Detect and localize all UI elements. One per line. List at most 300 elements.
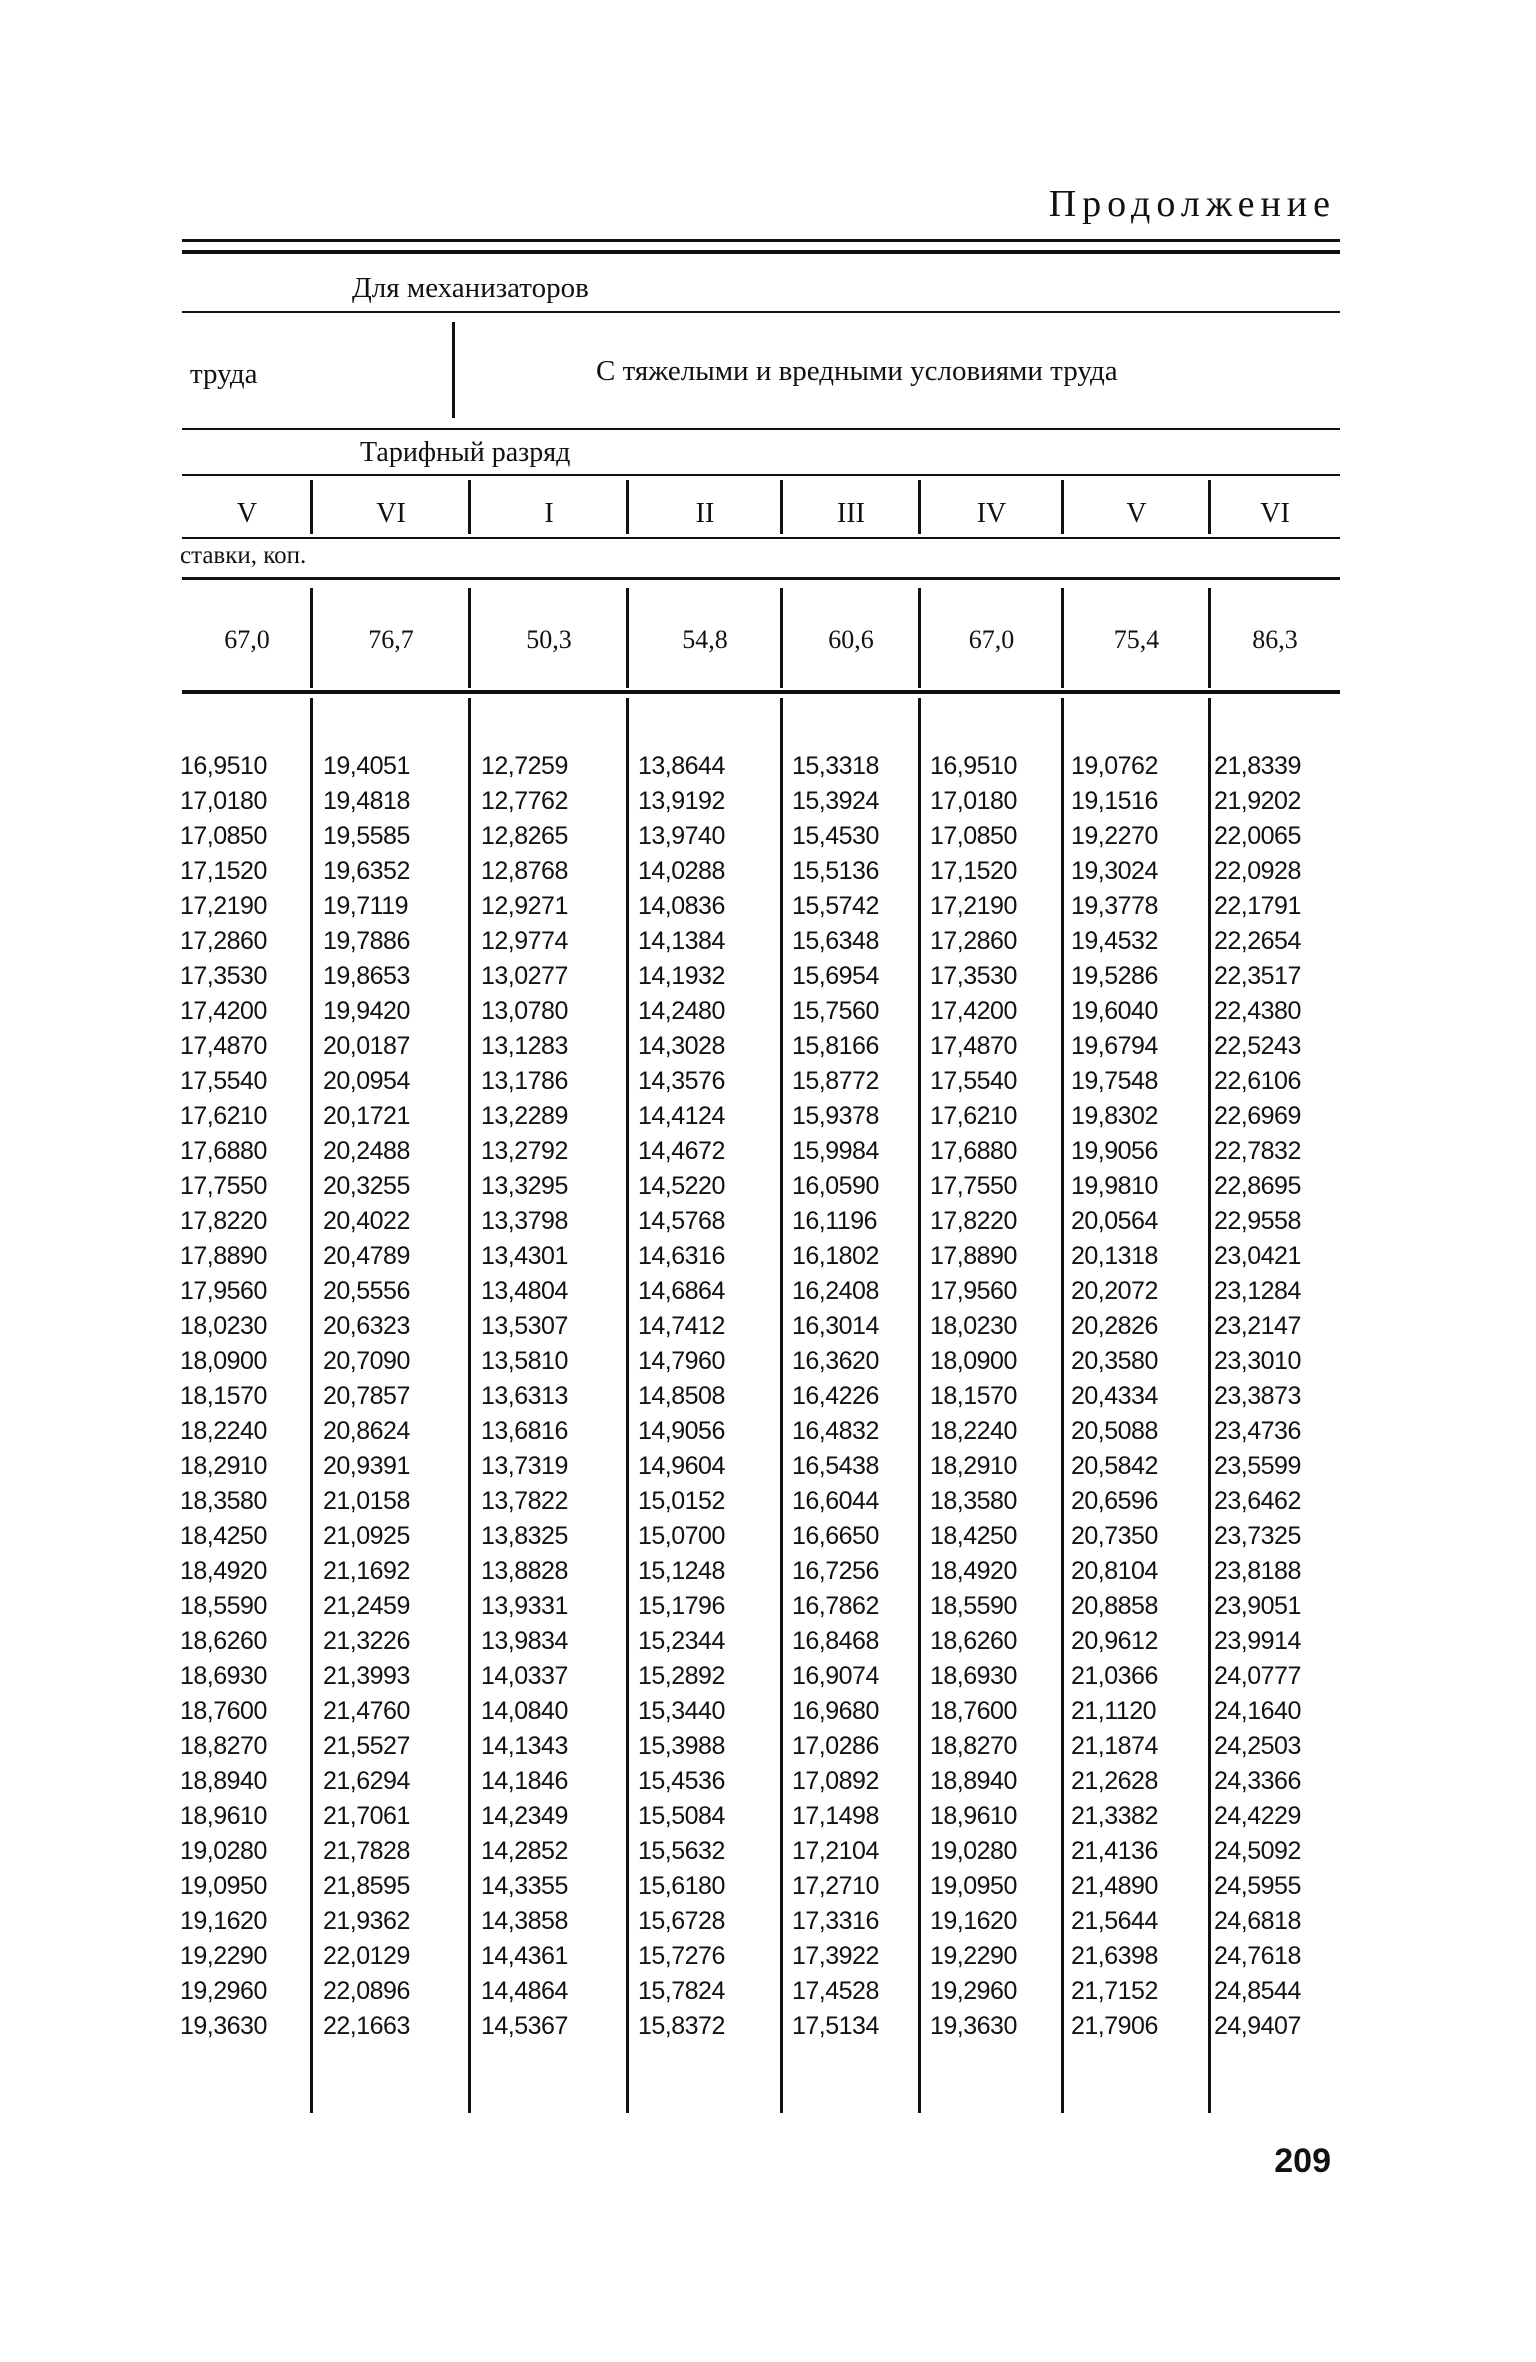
column-header-1: V (236, 498, 258, 529)
table-cell: 19,3778 (1071, 892, 1158, 920)
table-cell: 17,2860 (930, 927, 1017, 955)
table-cell: 15,9378 (792, 1102, 879, 1130)
table-cell: 20,5088 (1071, 1417, 1158, 1445)
table-cell: 22,2654 (1214, 927, 1301, 955)
table-cell: 17,1498 (792, 1802, 879, 1830)
table-cell: 18,6930 (930, 1662, 1017, 1690)
table-cell: 21,1874 (1071, 1732, 1158, 1760)
table-cell: 12,7762 (481, 787, 568, 815)
table-cell: 14,3355 (481, 1872, 568, 1900)
table-cell: 18,2240 (180, 1417, 267, 1445)
table-cell: 15,4530 (792, 822, 879, 850)
continuation-heading: Продолжение (1048, 183, 1336, 225)
table-cell: 19,0950 (930, 1872, 1017, 1900)
column-head-divider (1208, 480, 1211, 534)
table-cell: 23,9914 (1214, 1627, 1301, 1655)
table-cell: 21,6294 (323, 1767, 410, 1795)
table-cell: 15,6180 (638, 1872, 725, 1900)
table-cell: 20,2826 (1071, 1312, 1158, 1340)
table-cell: 23,7325 (1214, 1522, 1301, 1550)
table-cell: 19,7119 (323, 892, 409, 920)
table-cell: 23,5599 (1214, 1452, 1301, 1480)
table-cell: 21,0925 (323, 1522, 410, 1550)
table-cell: 19,6040 (1071, 997, 1158, 1025)
table-cell: 15,5136 (792, 857, 879, 885)
table-cell: 18,5590 (930, 1592, 1017, 1620)
table-cell: 22,9558 (1214, 1207, 1301, 1235)
table-cell: 20,3255 (323, 1172, 410, 1200)
column-head-divider (468, 480, 471, 534)
table-cell: 18,3580 (930, 1487, 1017, 1515)
table-cell: 20,8624 (323, 1417, 410, 1445)
table-cell: 16,2408 (792, 1277, 879, 1305)
table-cell: 18,7600 (180, 1697, 267, 1725)
table-cell: 18,8270 (180, 1732, 267, 1760)
rate-divider (626, 588, 629, 688)
column-header-5: III (837, 498, 865, 529)
rate-divider (918, 588, 921, 688)
table-cell: 16,6044 (792, 1487, 879, 1515)
table-cell: 19,5286 (1071, 962, 1158, 990)
table-cell: 14,1384 (638, 927, 725, 955)
table-cell: 19,7886 (323, 927, 410, 955)
table-cell: 18,0230 (930, 1312, 1017, 1340)
table-cell: 17,6880 (180, 1137, 267, 1165)
table-cell: 14,4864 (481, 1977, 568, 2005)
table-cell: 17,2710 (792, 1872, 879, 1900)
table-cell: 17,4870 (930, 1032, 1017, 1060)
table-cell: 20,1721 (323, 1102, 410, 1130)
table-cell: 24,5955 (1214, 1872, 1301, 1900)
table-cell: 14,2480 (638, 997, 725, 1025)
table-cell: 24,4229 (1214, 1802, 1301, 1830)
table-cell: 17,3530 (930, 962, 1017, 990)
table-cell: 22,6969 (1214, 1102, 1301, 1130)
body-divider (310, 698, 313, 2113)
body-divider (468, 698, 471, 2113)
body-divider (1208, 698, 1211, 2113)
rate-divider (1208, 588, 1211, 688)
table-cell: 17,7550 (180, 1172, 267, 1200)
table-cell: 18,6260 (930, 1627, 1017, 1655)
page-number: 209 (1274, 2142, 1331, 2180)
table-cell: 21,5527 (323, 1732, 410, 1760)
table-cell: 15,1248 (638, 1557, 725, 1585)
body-divider (1061, 698, 1064, 2113)
column-header-3: I (544, 498, 554, 529)
table-cell: 14,8508 (638, 1382, 725, 1410)
rate-divider (1061, 588, 1064, 688)
table-cell: 18,3580 (180, 1487, 267, 1515)
table-cell: 13,8828 (481, 1557, 568, 1585)
table-cell: 18,0230 (180, 1312, 267, 1340)
table-cell: 20,2488 (323, 1137, 410, 1165)
table-cell: 23,6462 (1214, 1487, 1301, 1515)
table-cell: 12,8265 (481, 822, 568, 850)
table-cell: 21,7061 (323, 1802, 410, 1830)
table-cell: 14,0840 (481, 1697, 568, 1725)
rate-divider (780, 588, 783, 688)
table-cell: 19,6794 (1071, 1032, 1158, 1060)
table-cell: 16,0590 (792, 1172, 879, 1200)
table-cell: 16,4226 (792, 1382, 879, 1410)
table-cell: 19,2290 (180, 1942, 267, 1970)
table-cell: 22,3517 (1214, 962, 1301, 990)
table-cell: 24,2503 (1214, 1732, 1301, 1760)
table-cell: 16,7256 (792, 1557, 879, 1585)
table-cell: 16,9510 (930, 752, 1017, 780)
table-cell: 14,0836 (638, 892, 725, 920)
table-cell: 23,1284 (1214, 1277, 1301, 1305)
table-cell: 16,1802 (792, 1242, 879, 1270)
table-cell: 20,0187 (323, 1032, 410, 1060)
table-cell: 19,0762 (1071, 752, 1158, 780)
table-cell: 15,5742 (792, 892, 879, 920)
table-cell: 16,3620 (792, 1347, 879, 1375)
table-cell: 13,6816 (481, 1417, 568, 1445)
table-cell: 24,7618 (1214, 1942, 1301, 1970)
table-cell: 24,6818 (1214, 1907, 1301, 1935)
rate-cell: 67,0 (968, 625, 1015, 654)
table-cell: 12,9271 (481, 892, 568, 920)
table-cell: 16,5438 (792, 1452, 879, 1480)
table-cell: 14,9056 (638, 1417, 725, 1445)
table-cell: 24,8544 (1214, 1977, 1301, 2005)
table-cell: 17,8890 (930, 1242, 1017, 1270)
table-cell: 18,2910 (930, 1452, 1017, 1480)
rate-cell: 60,6 (828, 625, 874, 654)
table-cell: 17,0180 (180, 787, 267, 815)
table-cell: 21,2459 (323, 1592, 410, 1620)
table-cell: 20,7350 (1071, 1522, 1158, 1550)
table-cell: 17,5134 (792, 2012, 879, 2040)
table-cell: 19,2960 (930, 1977, 1017, 2005)
table-cell: 22,8695 (1214, 1172, 1301, 1200)
table-cell: 12,9774 (481, 927, 568, 955)
table-cell: 21,4760 (323, 1697, 410, 1725)
table-cell: 23,3010 (1214, 1347, 1301, 1375)
table-cell: 14,7412 (638, 1312, 725, 1340)
table-cell: 18,5590 (180, 1592, 267, 1620)
top-rule-2 (182, 250, 1340, 254)
table-cell: 19,9810 (1071, 1172, 1158, 1200)
table-cell: 14,7960 (638, 1347, 725, 1375)
table-cell: 14,4361 (481, 1942, 568, 1970)
table-cell: 19,3630 (180, 2012, 267, 2040)
table-cell: 22,5243 (1214, 1032, 1301, 1060)
table-cell: 19,2960 (180, 1977, 267, 2005)
table-cell: 15,6348 (792, 927, 879, 955)
table-cell: 20,9612 (1071, 1627, 1158, 1655)
table-cell: 20,9391 (323, 1452, 410, 1480)
table-cell: 21,7906 (1071, 2012, 1158, 2040)
table-cell: 23,0421 (1214, 1242, 1301, 1270)
column-head-divider (626, 480, 629, 534)
table-cell: 20,0564 (1071, 1207, 1158, 1235)
table-cell: 20,8858 (1071, 1592, 1158, 1620)
table-cell: 19,2270 (1071, 822, 1158, 850)
table-cell: 22,4380 (1214, 997, 1301, 1025)
table-cell: 21,8339 (1214, 752, 1301, 780)
table-cell: 17,8220 (930, 1207, 1017, 1235)
table-cell: 18,2910 (180, 1452, 267, 1480)
table-cell: 12,8768 (481, 857, 568, 885)
column-header-6: IV (976, 498, 1007, 529)
table-cell: 23,8188 (1214, 1557, 1301, 1585)
table-cell: 18,4250 (180, 1522, 267, 1550)
table-cell: 16,9680 (792, 1697, 879, 1725)
column-head-divider (1061, 480, 1064, 534)
table-cell: 14,5768 (638, 1207, 725, 1235)
group-title: Для механизаторов (352, 272, 589, 304)
table-cell: 15,4536 (638, 1767, 725, 1795)
right-label: С тяжелыми и вредными условиями труда (596, 355, 1118, 387)
table-cell: 19,5585 (323, 822, 410, 850)
rule-5 (182, 577, 1340, 580)
table-cell: 14,0337 (481, 1662, 568, 1690)
table-cell: 21,3382 (1071, 1802, 1158, 1830)
table-cell: 17,0892 (792, 1767, 879, 1795)
table-cell: 15,2344 (638, 1627, 725, 1655)
table-cell: 13,5307 (481, 1312, 568, 1340)
table-cell: 15,3440 (638, 1697, 725, 1725)
body-divider (918, 698, 921, 2113)
table-cell: 14,3576 (638, 1067, 725, 1095)
table-cell: 13,9331 (481, 1592, 568, 1620)
table-cell: 23,9051 (1214, 1592, 1301, 1620)
table-cell: 22,1791 (1214, 892, 1301, 920)
table-cell: 15,5084 (638, 1802, 725, 1830)
table-cell: 17,5540 (930, 1067, 1017, 1095)
table-cell: 19,0280 (180, 1837, 267, 1865)
table-cell: 24,5092 (1214, 1837, 1301, 1865)
table-cell: 19,9420 (323, 997, 410, 1025)
table-cell: 17,4200 (180, 997, 267, 1025)
rule-1 (182, 311, 1340, 313)
table-cell: 15,0700 (638, 1522, 725, 1550)
table-cell: 21,0158 (323, 1487, 410, 1515)
table-cell: 17,1520 (930, 857, 1017, 885)
table-cell: 18,4920 (180, 1557, 267, 1585)
table-cell: 15,5632 (638, 1837, 725, 1865)
table-cell: 21,5644 (1071, 1907, 1158, 1935)
table-cell: 19,0280 (930, 1837, 1017, 1865)
table-cell: 15,2892 (638, 1662, 725, 1690)
table-cell: 18,7600 (930, 1697, 1017, 1725)
table-cell: 21,2628 (1071, 1767, 1158, 1795)
table-cell: 14,1932 (638, 962, 725, 990)
table-cell: 14,5220 (638, 1172, 725, 1200)
rule-4 (182, 537, 1340, 539)
table-cell: 17,2860 (180, 927, 267, 955)
table-cell: 13,0780 (481, 997, 568, 1025)
table-cell: 15,6954 (792, 962, 879, 990)
table-cell: 17,2190 (930, 892, 1017, 920)
table-cell: 19,8653 (323, 962, 410, 990)
rule-2 (182, 428, 1340, 430)
table-cell: 17,3530 (180, 962, 267, 990)
table-cell: 20,1318 (1071, 1242, 1158, 1270)
table-cell: 17,4200 (930, 997, 1017, 1025)
table-cell: 17,6210 (930, 1102, 1017, 1130)
column-header-2: VI (376, 498, 406, 529)
table-cell: 22,7832 (1214, 1137, 1301, 1165)
table-cell: 14,1846 (481, 1767, 568, 1795)
table-cell: 22,0065 (1214, 822, 1301, 850)
table-cell: 21,7828 (323, 1837, 410, 1865)
table-cell: 13,1786 (481, 1067, 568, 1095)
table-cell: 19,4532 (1071, 927, 1158, 955)
column-head-divider (918, 480, 921, 534)
rule-3 (182, 474, 1340, 476)
table-cell: 21,3993 (323, 1662, 410, 1690)
table-cell: 14,2852 (481, 1837, 568, 1865)
table-cell: 16,4832 (792, 1417, 879, 1445)
table-cell: 18,0900 (180, 1347, 267, 1375)
table-cell: 17,0286 (792, 1732, 879, 1760)
rate-cell: 86,3 (1252, 625, 1298, 654)
table-cell: 18,2240 (930, 1417, 1017, 1445)
table-cell: 15,6728 (638, 1907, 725, 1935)
table-cell: 19,7548 (1071, 1067, 1158, 1095)
table-cell: 17,0850 (180, 822, 267, 850)
table-cell: 13,2792 (481, 1137, 568, 1165)
table-cell: 14,4672 (638, 1137, 725, 1165)
top-rule (182, 239, 1340, 242)
table-cell: 17,9560 (930, 1277, 1017, 1305)
table-cell: 21,1692 (323, 1557, 410, 1585)
rate-cell: 54,8 (682, 625, 728, 654)
table-cell: 20,7857 (323, 1382, 410, 1410)
table-cell: 13,4301 (481, 1242, 568, 1270)
table-cell: 13,9834 (481, 1627, 568, 1655)
table-cell: 14,3858 (481, 1907, 568, 1935)
table-cell: 19,4818 (323, 787, 410, 815)
table-cell: 20,2072 (1071, 1277, 1158, 1305)
table-cell: 19,8302 (1071, 1102, 1158, 1130)
body-divider (780, 698, 783, 2113)
table-cell: 18,6260 (180, 1627, 267, 1655)
column-header-8: VI (1260, 498, 1290, 529)
table-cell: 14,0288 (638, 857, 725, 885)
table-cell: 13,9740 (638, 822, 725, 850)
table-cell: 17,6210 (180, 1102, 267, 1130)
body-divider (626, 698, 629, 2113)
table-cell: 19,3630 (930, 2012, 1017, 2040)
table-cell: 21,0366 (1071, 1662, 1158, 1690)
table-cell: 19,1620 (930, 1907, 1017, 1935)
table-cell: 14,6316 (638, 1242, 725, 1270)
table-cell: 19,0950 (180, 1872, 267, 1900)
rate-cell: 75,4 (1113, 625, 1160, 654)
grade-label: Тарифный разряд (360, 437, 571, 468)
table-cell: 20,3580 (1071, 1347, 1158, 1375)
table-cell: 19,4051 (323, 752, 410, 780)
table-cell: 23,4736 (1214, 1417, 1301, 1445)
table-cell: 24,3366 (1214, 1767, 1301, 1795)
rate-cell: 76,7 (368, 625, 414, 654)
table-cell: 18,1570 (180, 1382, 267, 1410)
table-cell: 13,1283 (481, 1032, 568, 1060)
table-cell: 17,0180 (930, 787, 1017, 815)
table-cell: 15,0152 (638, 1487, 725, 1515)
table-cell: 19,3024 (1071, 857, 1158, 885)
table-cell: 21,1120 (1071, 1697, 1157, 1725)
table-cell: 15,3318 (792, 752, 879, 780)
table-cell: 13,3798 (481, 1207, 568, 1235)
table-cell: 20,7090 (323, 1347, 410, 1375)
table-cell: 16,9510 (180, 752, 267, 780)
table-cell: 12,7259 (481, 752, 568, 780)
table-cell: 15,8372 (638, 2012, 725, 2040)
table-cell: 13,5810 (481, 1347, 568, 1375)
table-cell: 22,0896 (323, 1977, 410, 2005)
table-cell: 13,8644 (638, 752, 725, 780)
table-cell: 14,2349 (481, 1802, 568, 1830)
table-cell: 21,4890 (1071, 1872, 1158, 1900)
table-cell: 19,2290 (930, 1942, 1017, 1970)
table-cell: 17,5540 (180, 1067, 267, 1095)
table-cell: 21,9202 (1214, 787, 1301, 815)
table-cell: 18,0900 (930, 1347, 1017, 1375)
table-cell: 22,1663 (323, 2012, 410, 2040)
table-cell: 14,9604 (638, 1452, 725, 1480)
table-cell: 15,3988 (638, 1732, 725, 1760)
table-cell: 21,9362 (323, 1907, 410, 1935)
table-cell: 23,3873 (1214, 1382, 1301, 1410)
rate-cell: 67,0 (224, 625, 270, 654)
table-cell: 19,6352 (323, 857, 410, 885)
table-cell: 23,2147 (1214, 1312, 1301, 1340)
column-header-4: II (695, 498, 715, 529)
table-cell: 18,4920 (930, 1557, 1017, 1585)
table-cell: 13,2289 (481, 1102, 568, 1130)
table-cell: 16,9074 (792, 1662, 879, 1690)
rate-cell: 50,3 (526, 625, 572, 654)
table-cell: 17,6880 (930, 1137, 1017, 1165)
table-cell: 21,7152 (1071, 1977, 1158, 2005)
table-cell: 14,4124 (638, 1102, 725, 1130)
table-cell: 20,4334 (1071, 1382, 1158, 1410)
table-cell: 24,0777 (1214, 1662, 1301, 1690)
table-cell: 18,9610 (180, 1802, 267, 1830)
table-cell: 14,5367 (481, 2012, 568, 2040)
table-cell: 14,6864 (638, 1277, 725, 1305)
rates-label: ставки, коп. (180, 542, 307, 569)
table-cell: 20,5842 (1071, 1452, 1158, 1480)
table-cell: 19,1516 (1071, 787, 1158, 815)
table-cell: 16,3014 (792, 1312, 879, 1340)
table-cell: 22,0928 (1214, 857, 1301, 885)
table-cell: 16,6650 (792, 1522, 879, 1550)
table-cell: 18,4250 (930, 1522, 1017, 1550)
table-cell: 20,4022 (323, 1207, 410, 1235)
table-cell: 18,1570 (930, 1382, 1017, 1410)
table-cell: 14,1343 (481, 1732, 568, 1760)
table-cell: 17,8890 (180, 1242, 267, 1270)
table-cell: 21,8595 (323, 1872, 410, 1900)
table-cell: 17,2190 (180, 892, 267, 920)
table-cell: 13,4804 (481, 1277, 568, 1305)
table-cell: 13,6313 (481, 1382, 568, 1410)
table-cell: 15,9984 (792, 1137, 879, 1165)
table-cell: 21,4136 (1071, 1837, 1158, 1865)
table-cell: 20,5556 (323, 1277, 410, 1305)
table-cell: 13,8325 (481, 1522, 568, 1550)
table-cell: 17,3316 (792, 1907, 879, 1935)
column-head-divider (310, 480, 313, 534)
table-cell: 22,0129 (323, 1942, 410, 1970)
